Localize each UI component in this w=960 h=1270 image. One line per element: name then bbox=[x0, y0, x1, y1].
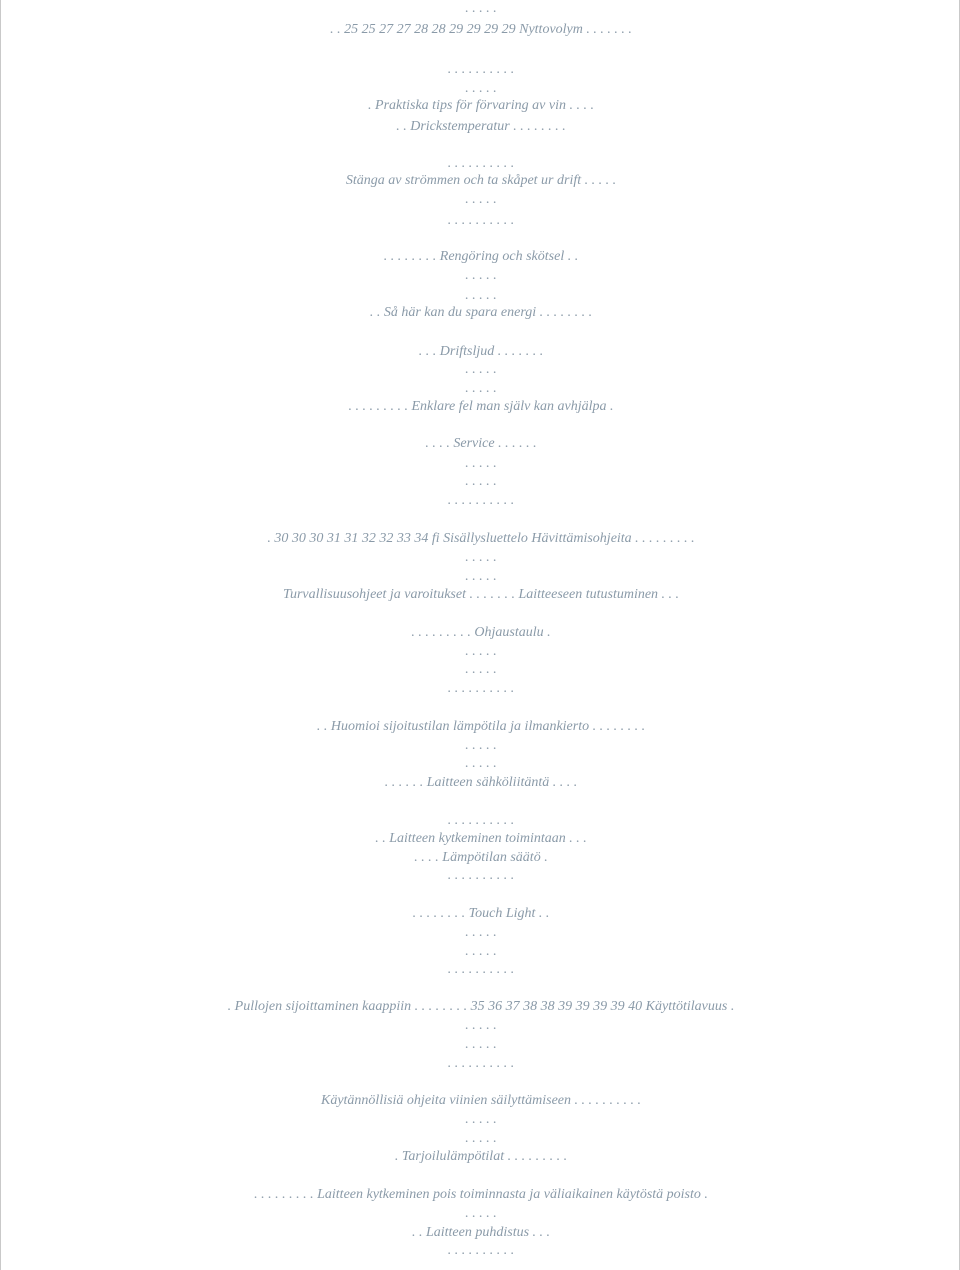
toc-line: . . . . . . Laitteen sähköliitäntä . . . . bbox=[384, 775, 578, 790]
toc-line: . . . . . bbox=[465, 381, 497, 396]
toc-line: . . 25 25 27 27 28 28 29 29 29 29 Nyttovolym . . . . . . . bbox=[330, 22, 632, 37]
toc-line: . . . . . bbox=[465, 1112, 497, 1127]
toc-line: . . . . . bbox=[465, 456, 497, 471]
toc-line: . Praktiska tips för förvaring av vin . . . . bbox=[368, 98, 594, 113]
toc-line: . . . . . bbox=[465, 1131, 497, 1146]
toc-line: . . . . . bbox=[465, 268, 497, 283]
toc-line: . Tarjoilulämpötilat . . . . . . . . . bbox=[394, 1149, 568, 1164]
toc-line: . . . . . bbox=[465, 569, 497, 584]
toc-line: . . . . . . . . Rengöring och skötsel . . bbox=[383, 249, 579, 264]
toc-line: . . . . . . . . . . bbox=[447, 156, 515, 171]
toc-line: . . . . . bbox=[465, 288, 497, 303]
toc-line: . . . . . bbox=[465, 1037, 497, 1052]
toc-line: . . . . . bbox=[465, 1206, 497, 1221]
toc-line: . . . . . bbox=[465, 1, 497, 16]
toc-line: . . . . . bbox=[465, 550, 497, 565]
toc-line: . 30 30 30 31 31 32 32 33 34 fi Sisällysluettelo Hävittämisohjeita . . . . . . . . . bbox=[267, 531, 695, 546]
toc-line: . . . . . . . . . . bbox=[447, 1056, 515, 1071]
toc-line: . . . . . . . . . Laitteen kytkeminen pois toiminnasta ja väliaikainen käytöstä poisto . bbox=[254, 1187, 708, 1202]
toc-line: . . . . . . . . . . bbox=[447, 1243, 515, 1258]
toc-line: . . . . . . . . . . bbox=[447, 62, 515, 77]
toc-line: . . . . . bbox=[465, 925, 497, 940]
toc-line: . . . . . bbox=[465, 192, 497, 207]
toc-line: Turvallisuusohjeet ja varoitukset . . . . . . . Laitteeseen tutustuminen . . . bbox=[282, 587, 680, 602]
toc-line: . . . . . bbox=[465, 474, 497, 489]
toc-line: . . . . . bbox=[465, 362, 497, 377]
toc-line: . . . . . . . . . . bbox=[447, 493, 515, 508]
toc-line: . . Laitteen kytkeminen toimintaan . . . bbox=[375, 831, 587, 846]
toc-line: . . . . . . . . . Ohjaustaulu . bbox=[411, 625, 551, 640]
toc-line: . . . . . bbox=[465, 944, 497, 959]
toc-line: . . . . Lämpötilan säätö . bbox=[414, 850, 548, 865]
toc-line: . . . . . bbox=[465, 738, 497, 753]
table-of-contents bbox=[1, 0, 960, 1270]
toc-line: . . . . . . . . . . bbox=[447, 681, 515, 696]
toc-line: . . . . . . . . . . bbox=[447, 813, 515, 828]
toc-line: . . . . . . . . . . bbox=[447, 213, 515, 228]
toc-line: Stänga av strömmen och ta skåpet ur drift . . . . . bbox=[345, 173, 617, 188]
toc-line: . . Så här kan du spara energi . . . . . . . . bbox=[369, 305, 593, 320]
toc-line: . . . . . . . . . . bbox=[447, 962, 515, 977]
toc-line: . . . . . . . . Touch Light . . bbox=[412, 906, 550, 921]
toc-line: . . . . . bbox=[465, 644, 497, 659]
toc-line: . . . Driftsljud . . . . . . . bbox=[418, 344, 544, 359]
toc-line: . . Drickstemperatur . . . . . . . . bbox=[396, 119, 566, 134]
toc-line: . . . . . bbox=[465, 662, 497, 677]
toc-line: . . . . . bbox=[465, 81, 497, 96]
toc-line: Käytännöllisiä ohjeita viinien säilyttämiseen . . . . . . . . . . bbox=[320, 1093, 642, 1108]
toc-line: . . . . . . . . . Enklare fel man själv kan avhjälpa . bbox=[348, 399, 614, 414]
toc-line: . . Huomioi sijoitustilan lämpötila ja ilmankierto . . . . . . . . bbox=[316, 719, 646, 734]
toc-line: . . Laitteen puhdistus . . . bbox=[411, 1225, 551, 1240]
toc-line: . . . . . bbox=[465, 756, 497, 771]
toc-line: . . . . Service . . . . . . bbox=[425, 436, 537, 451]
toc-line: . . . . . bbox=[465, 1018, 497, 1033]
toc-line: . Pullojen sijoittaminen kaappiin . . . . . . . . 35 36 37 38 38 39 39 39 39 40 Käyttötilavuus . bbox=[227, 999, 735, 1014]
toc-line: . . . . . . . . . . bbox=[447, 868, 515, 883]
